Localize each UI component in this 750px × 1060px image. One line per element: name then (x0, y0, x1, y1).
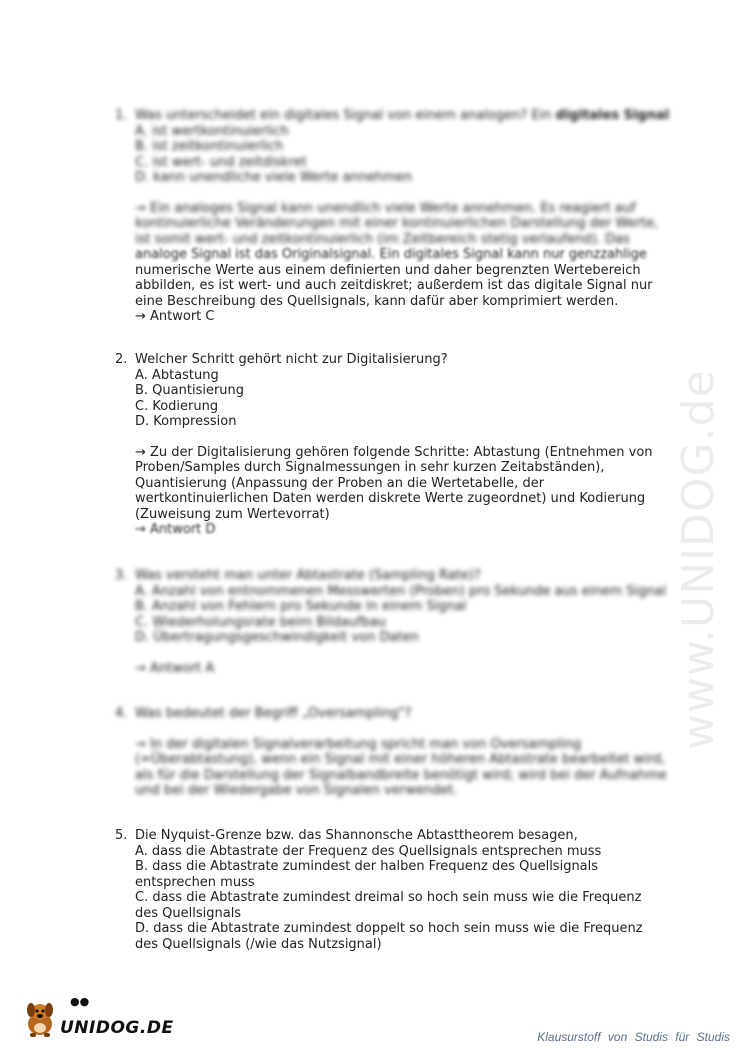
watermark-text: www.UNIDOG.de (673, 369, 724, 750)
question-text: Was bedeutet der Begriff „Oversampling"? (135, 706, 412, 721)
explanation-line: wertkontinuierlichen Daten werden diskrete Werte zugeordnet) und Kodierung (135, 491, 646, 506)
question-text: Was unterscheidet ein digitales Signal von einem analogen? Ein digitales Signal (135, 108, 670, 123)
question-number: 3. (115, 568, 128, 583)
question-3 (115, 568, 675, 676)
question-text: Welcher Schritt gehört nicht zur Digitalisierung? (135, 352, 448, 367)
explanation-line: ist somit wert- und zeitkontinuierlich (im Zeitbereich stetig verlaufend). Das (135, 231, 630, 247)
explanation-line: (=Überabtastung), wenn ein Signal mit einer höheren Abtastrate bearbeitet wird, (135, 752, 666, 767)
explanation-line: abbilden, es ist wert- und auch zeitdiskret; außerdem ist das digitale Signal nur (135, 278, 653, 293)
question-text: Was versteht man unter Abtastrate (Sampling Rate)? (135, 568, 481, 583)
explanation-line: und bei der Wiedergabe von Signalen verwendet. (135, 783, 458, 798)
explanation-line: eine Beschreibung des Quellsignals, kann dafür aber komprimiert werden. (135, 293, 619, 309)
answer: → Antwort A (135, 660, 215, 676)
option: D. dass die Abtastrate zumindest doppelt so hoch sein muss wie die Frequenz des Quellsignals (/wie das Nutzsignal) (135, 921, 643, 952)
option: A. Abtastung (135, 367, 219, 383)
option: B. Quantisierung (135, 383, 245, 398)
explanation-line: → Zu der Digitalisierung gehören folgende Schritte: Abtastung (Entnehmen von (135, 444, 653, 460)
explanation-line: kontinuierliche Veränderungen mit einer kontinuierlichen Darstellung der Werte, (135, 216, 659, 231)
explanation-line: numerische Werte aus einem definierten und daher begrenzten Wertebereich (135, 262, 641, 278)
option: D. Übertragungsgeschwindigkeit von Daten (135, 630, 419, 645)
option: C. ist wert- und zeitdiskret (135, 154, 307, 170)
explanation-line: → Ein analoges Signal kann unendlich viele Werte annehmen. Es reagiert auf (135, 200, 636, 216)
option: B. dass die Abtastrate zumindest der halben Frequenz des Quellsignals entsprechen muss (135, 859, 599, 890)
answer: → Antwort D (135, 522, 216, 537)
question-number: 5. (115, 828, 128, 843)
option: B. ist zeitkontinuierlich (135, 139, 284, 154)
option: A. dass die Abtastrate der Frequenz des Quellsignals entsprechen muss (135, 843, 602, 859)
tagline: Klausurstoff von Studis für Studis (537, 1030, 730, 1044)
question-text: Die Nyquist-Grenze bzw. das Shannonsche Abtasttheorem besagen, (135, 828, 578, 843)
paw-icon: ●● (70, 995, 90, 1008)
explanation-line: Quantisierung (Anpassung der Proben an die Wertetabelle, der (135, 475, 545, 491)
option: C. dass die Abtastrate zumindest dreimal so hoch sein muss wie die Frequenz des Quellsignals (135, 890, 642, 921)
option: C. Kodierung (135, 398, 219, 414)
question-4 (115, 706, 675, 799)
explanation-line: → In der digitalen Signalverarbeitung spricht man von Oversampling (135, 736, 582, 752)
explanation-line: als für die Darstellung der Signalbandbreite benötigt wird; wird bei der Aufnahme (135, 767, 667, 783)
option: D. kann unendliche viele Werte annehmen (135, 170, 413, 185)
dog-icon (22, 998, 58, 1038)
question-number: 4. (115, 706, 128, 721)
option: D. Kompression (135, 414, 237, 429)
logo-text: UNIDOG.DE (60, 1017, 174, 1038)
question-5 (115, 828, 660, 952)
answer: → Antwort C (135, 309, 215, 324)
question-number: 2. (115, 352, 128, 367)
option: B. Anzahl von Fehlern pro Sekunde in einem Signal (135, 599, 467, 614)
explanation-line: (Zuweisung zum Wertevorrat) (135, 506, 330, 522)
question-2 (115, 352, 675, 538)
question-number: 1. (115, 108, 128, 123)
question-1 (115, 108, 675, 325)
explanation-line: analoge Signal ist das Originalsignal. Ein digitales Signal kann nur genzzahlige (135, 247, 647, 262)
option: C. Wiederholungsrate beim Bildaufbau (135, 614, 387, 630)
option: A. Anzahl von entnommenen Messwerten (Proben) pro Sekunde aus einem Signal (135, 583, 667, 599)
option: A. ist wertkontinuierlich (135, 123, 289, 139)
unidog-logo (22, 998, 174, 1038)
explanation-line: Proben/Samples durch Signalmessungen in sehr kurzen Zeitabständen), (135, 460, 605, 475)
footer (0, 990, 750, 1050)
